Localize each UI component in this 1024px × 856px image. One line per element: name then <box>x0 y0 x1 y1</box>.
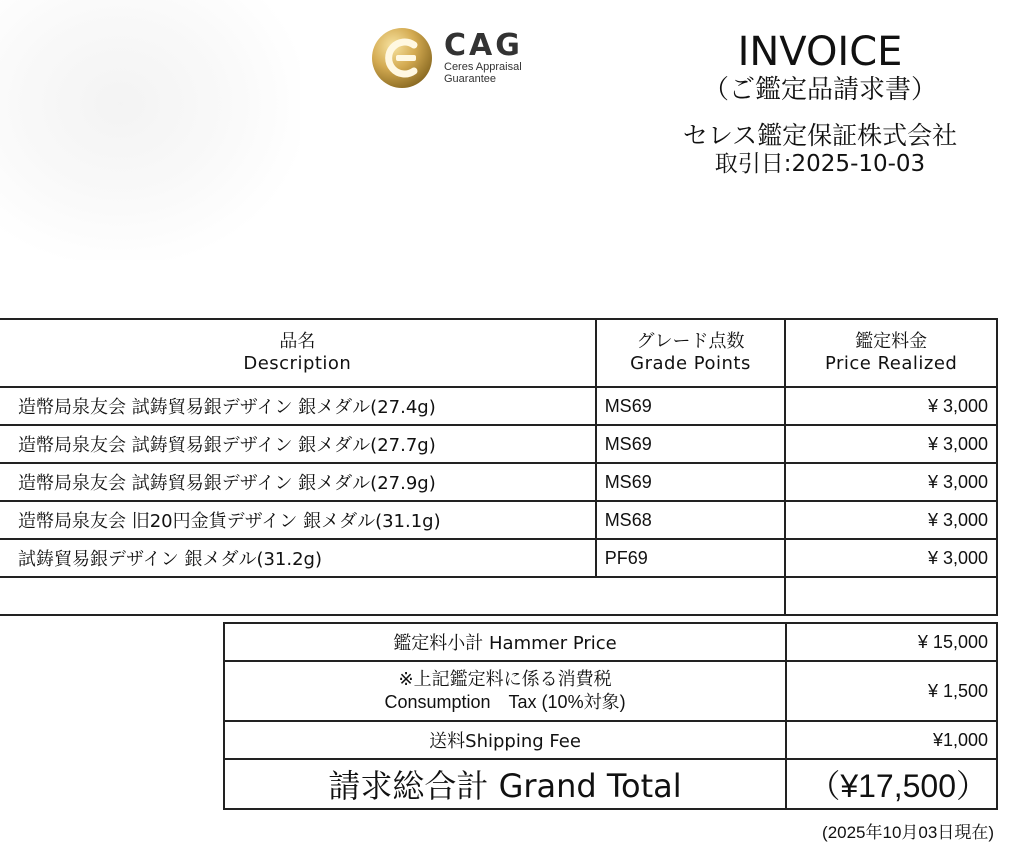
item-grade: MS68 <box>596 501 786 539</box>
table-row <box>0 539 997 577</box>
grand-total-row <box>224 759 997 809</box>
item-price: ¥ 3,000 <box>785 501 997 539</box>
header-price-en: Price Realized <box>824 353 958 374</box>
summary-table <box>223 622 998 810</box>
invoice-title: INVOICE <box>737 29 903 75</box>
items-table <box>0 318 998 616</box>
transaction-date: 取引日:2025-10-03 <box>714 151 926 177</box>
item-grade: MS69 <box>596 425 786 463</box>
invoice-header <box>630 30 1010 178</box>
subtotal-amount: ¥ 15,000 <box>786 623 997 661</box>
header-grade-en: Grade Points <box>630 353 751 374</box>
header-description-en: Description <box>243 353 352 374</box>
cag-logo-icon <box>370 26 434 90</box>
header-description-ja: 品名 <box>279 331 316 352</box>
item-description: 造幣局泉友会 試鋳貿易銀デザイン 銀メダル(27.7g) <box>0 425 596 463</box>
table-row <box>0 463 997 501</box>
item-grade: PF69 <box>596 539 786 577</box>
header-grade <box>596 319 786 387</box>
subtotal-row <box>224 623 997 661</box>
item-price: ¥ 3,000 <box>785 387 997 425</box>
company-logo <box>370 26 523 90</box>
logo-subtitle-line1: Ceres Appraisal <box>444 61 522 73</box>
item-description: 造幣局泉友会 試鋳貿易銀デザイン 銀メダル(27.4g) <box>0 387 596 425</box>
item-description: 造幣局泉友会 旧20円金貨デザイン 銀メダル(31.1g) <box>0 501 596 539</box>
header-grade-ja: グレード点数 <box>636 331 745 352</box>
table-header-row <box>0 319 997 387</box>
item-grade: MS69 <box>596 387 786 425</box>
as-of-date-note: (2025年10月03日現在) <box>822 823 994 842</box>
header-price-ja: 鑑定料金 <box>855 331 928 352</box>
logo-subtitle-line2: Guarantee <box>444 73 496 85</box>
grand-total-amount: （¥17,500） <box>786 759 997 809</box>
item-price: ¥ 3,000 <box>785 463 997 501</box>
header-description <box>0 319 596 387</box>
header-price <box>785 319 997 387</box>
item-description: 試鋳貿易銀デザイン 銀メダル(31.2g) <box>0 539 596 577</box>
logo-name: CAG <box>444 28 523 63</box>
table-row <box>0 387 997 425</box>
empty-row <box>0 577 997 615</box>
shipping-row <box>224 721 997 759</box>
tax-row <box>224 661 997 721</box>
invoice-subtitle: （ご鑑定品請求書） <box>702 75 937 105</box>
shipping-amount: ¥1,000 <box>786 721 997 759</box>
company-name: セレス鑑定保証株式会社 <box>682 121 958 150</box>
tax-label <box>224 661 786 721</box>
item-price: ¥ 3,000 <box>785 539 997 577</box>
tax-label-ja: ※上記鑑定料に係る消費税 <box>398 669 612 690</box>
tax-label-en: Consumption Tax (10%対象) <box>384 692 626 712</box>
background-smudge <box>0 0 300 260</box>
grand-total-label: 請求総合計 Grand Total <box>224 759 786 809</box>
table-row <box>0 501 997 539</box>
item-grade: MS69 <box>596 463 786 501</box>
subtotal-label: 鑑定料小計 Hammer Price <box>224 623 786 661</box>
tax-amount: ¥ 1,500 <box>786 661 997 721</box>
empty-cell <box>0 577 785 615</box>
empty-cell <box>785 577 997 615</box>
item-description: 造幣局泉友会 試鋳貿易銀デザイン 銀メダル(27.9g) <box>0 463 596 501</box>
item-price: ¥ 3,000 <box>785 425 997 463</box>
table-row <box>0 425 997 463</box>
shipping-label: 送料Shipping Fee <box>224 721 786 759</box>
